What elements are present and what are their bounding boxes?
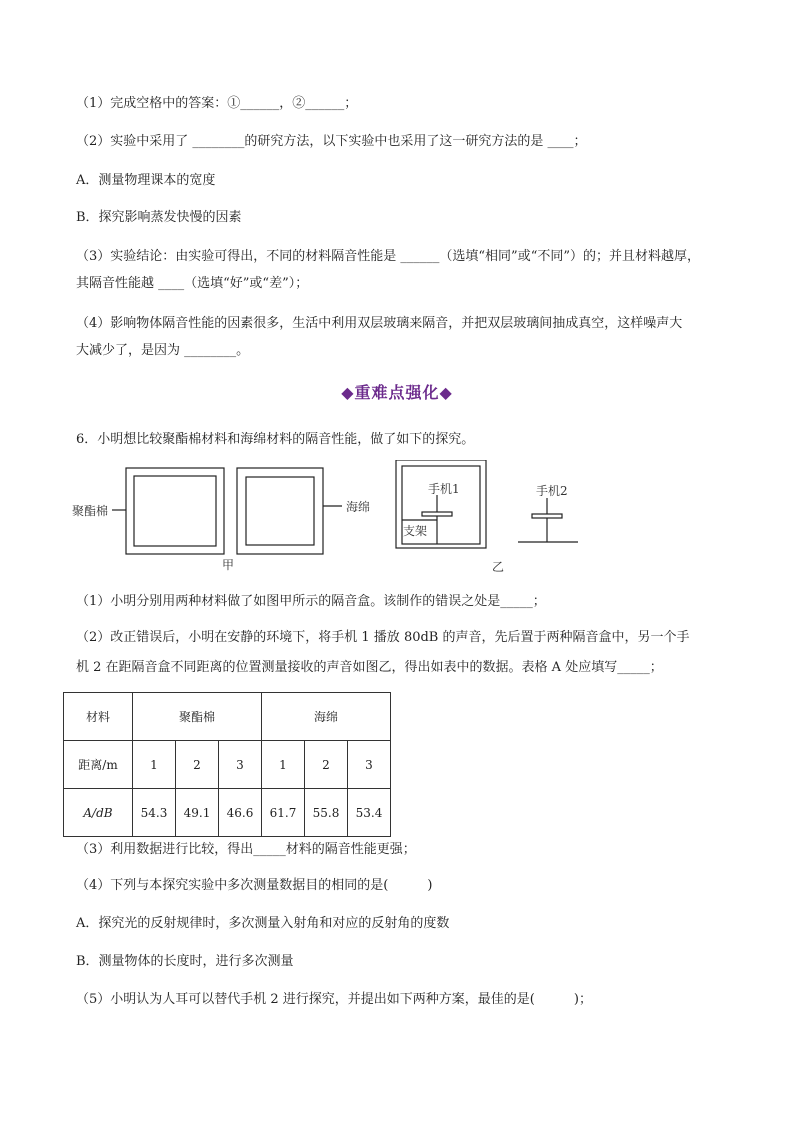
table-header-material: 材料 [64, 693, 133, 741]
polyester-box-outer [126, 468, 224, 554]
q5-part4-line1: （4）影响物体隔音性能的因素很多，生活中利用双层玻璃来隔音，并把双层玻璃间抽成真空，这样噪声大 [76, 316, 683, 331]
q6-part5: （5）小明认为人耳可以替代手机 2 进行探究，并提出如下两种方案，最佳的是( )； [76, 992, 592, 1007]
table-cell: 46.6 [219, 789, 262, 837]
data-table [63, 692, 391, 837]
label-sponge: 海绵 [346, 500, 371, 514]
q6-part2-line2: 机 2 在距隔音盒不同距离的位置测量接收的声音如图乙，得出如表中的数据。表格 A 处应填写_____； [76, 660, 663, 675]
table-cell: 2 [176, 741, 219, 789]
table-cell: 53.4 [348, 789, 391, 837]
q5-part4-line2: 大减少了，是因为 ________。 [76, 343, 250, 358]
phone2-shape [532, 514, 562, 518]
table-row-label-a: A/dB [64, 789, 133, 837]
q6-option-b: B．测量物体的长度时，进行多次测量 [76, 954, 294, 969]
apparatus-diagram [0, 460, 794, 580]
table-header-sponge: 海绵 [262, 693, 391, 741]
q6-stem: 6．小明想比较聚酯棉材料和海绵材料的隔音性能，做了如下的探究。 [76, 432, 475, 447]
q6-part1: （1）小明分别用两种材料做了如图甲所示的隔音盒。该制作的错误之处是_____； [76, 594, 546, 609]
table-cell: 54.3 [133, 789, 176, 837]
table-cell: 61.7 [262, 789, 305, 837]
q5-option-b: B．探究影响蒸发快慢的因素 [76, 210, 242, 225]
q6-figure [0, 460, 794, 580]
table-header-polyester: 聚酯棉 [133, 693, 262, 741]
label-phone1: 手机1 [428, 482, 460, 496]
sponge-box-outer [237, 468, 323, 554]
q5-part3-line1: （3）实验结论：由实验可得出，不同的材料隔音性能是 ______（选填“相同”或“不同”）的；并且材料越厚， [76, 249, 700, 264]
table-cell: 2 [305, 741, 348, 789]
label-phone2: 手机2 [536, 484, 568, 498]
table-cell: 1 [133, 741, 176, 789]
table-row-label-distance: 距离/m [64, 741, 133, 789]
table-cell: 55.8 [305, 789, 348, 837]
q6-part2-line1: （2）改正错误后，小明在安静的环境下，将手机 1 播放 80dB 的声音，先后置于两种隔音盒中，另一个手 [76, 630, 690, 645]
q6-option-a: A．探究光的反射规律时，多次测量入射角和对应的反射角的度数 [76, 916, 450, 931]
q5-part1: （1）完成空格中的答案：①______，②______； [76, 96, 358, 111]
table-cell: 3 [348, 741, 391, 789]
sponge-box-inner [246, 477, 314, 545]
q5-option-a: A．测量物理课本的宽度 [76, 173, 216, 188]
caption-jia: 甲 [222, 558, 235, 572]
q6-part4: （4）下列与本探究实验中多次测量数据目的相同的是( ) [76, 878, 433, 893]
q5-part3-line2: 其隔音性能越 ____（选填“好”或“差”）； [76, 276, 309, 291]
phone1-shape [422, 512, 452, 516]
section-title: ◆重难点强化◆ [341, 383, 453, 402]
label-stand: 支架 [403, 524, 428, 538]
table-cell: 3 [219, 741, 262, 789]
polyester-box-inner [134, 476, 216, 546]
label-polyester: 聚酯棉 [72, 504, 109, 518]
table-cell: 1 [262, 741, 305, 789]
q6-part3: （3）利用数据进行比较，得出_____材料的隔音性能更强； [76, 842, 416, 857]
table-cell: 49.1 [176, 789, 219, 837]
caption-yi: 乙 [492, 560, 505, 574]
q5-part2: （2）实验中采用了 ________的研究方法，以下实验中也采用了这一研究方法的是 ____； [76, 134, 587, 149]
